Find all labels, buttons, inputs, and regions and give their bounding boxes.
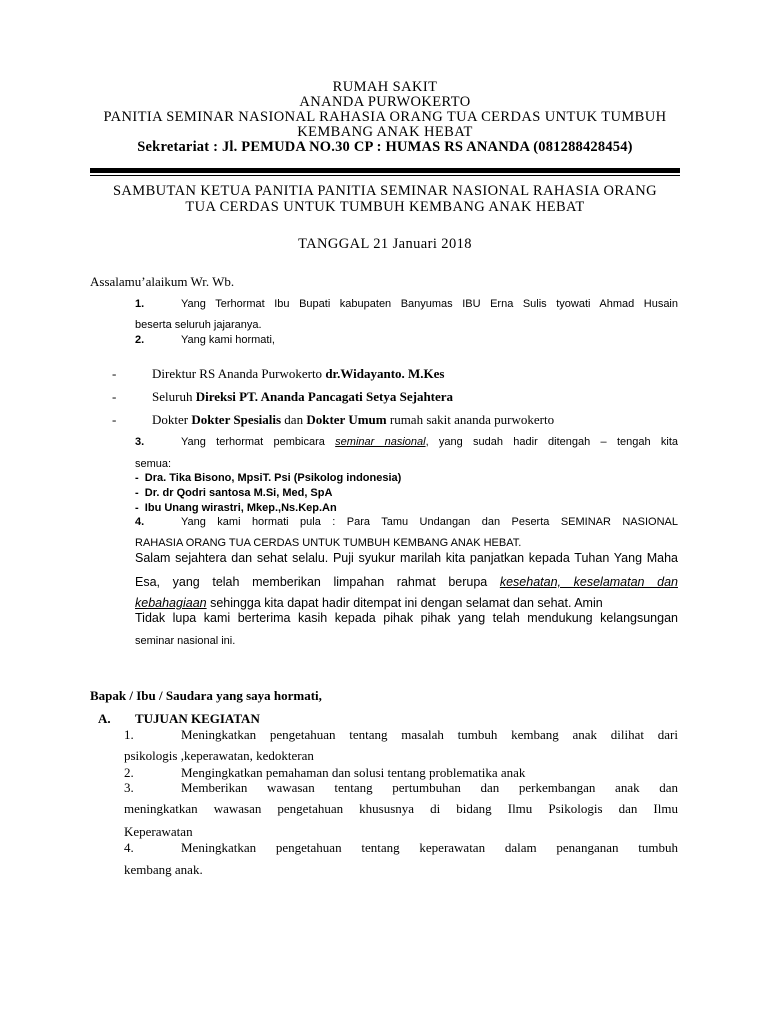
header-secretariat: Sekretariat : Jl. PEMUDA NO.30 CP : HUMAS RS ANANDA (081288428454) [137, 139, 633, 155]
section-letter: A. [98, 711, 111, 726]
paragraph-2-line-2: seminar nasional ini. [135, 635, 236, 647]
title-line-2: TUA CERDAS UNTUK TUMBUH KEMBANG ANAK HEBAT [185, 199, 585, 215]
objective-3-text-cont: meningkatkan wawasan pengetahuan khususnya di bidang Ilmu Psikologis dan Ilmu [124, 801, 678, 816]
honoree-doctors: Dokter Dokter Spesialis dan Dokter Umum rumah sakit ananda purwokerto [152, 412, 555, 427]
salutation: Bapak / Ibu / Saudara yang saya hormati, [90, 688, 322, 703]
objective-1-text: Meningkatkan pengetahuan tentang masalah tumbuh kembang anak dilihat dari [181, 727, 678, 742]
objective-3-text-end: Keperawatan [124, 824, 193, 839]
objective-4-text: Meningkatkan pengetahuan tentang keperawatan dalam penanganan tumbuh [181, 840, 678, 855]
objective-2-number: 2. [124, 765, 134, 780]
title-date: TANGGAL 21 Januari 2018 [298, 236, 472, 252]
speaker-1: - Dra. Tika Bisono, MpsiT. Psi (Psikolog indonesia) [135, 472, 402, 484]
objective-2-text: Mengingkatkan pemahaman dan solusi tentang problematika anak [181, 765, 526, 780]
objective-1-text-cont: psikologis ,keperawatan, kedokteran [124, 748, 314, 763]
header-line-3: PANITIA SEMINAR NASIONAL RAHASIA ORANG TUA CERDAS UNTUK TUMBUH [103, 109, 667, 125]
header-line-4: KEMBANG ANAK HEBAT [297, 124, 473, 140]
honoree-board: Seluruh Direksi PT. Ananda Pancagati Setya Sejahtera [152, 389, 454, 404]
title-line-1: SAMBUTAN KETUA PANITIA PANITIA SEMINAR NASIONAL RAHASIA ORANG [112, 183, 658, 199]
item-1-text-cont: beserta seluruh jajaranya. [135, 319, 262, 331]
objective-4-number: 4. [124, 840, 134, 855]
item-2-number: 2. [135, 334, 145, 346]
header-line-2: ANANDA PURWOKERTO [299, 94, 471, 110]
paragraph-1-line-1: Salam sejahtera dan sehat selalu. Puji syukur marilah kita panjatkan kepada Tuhan Yang Maha [135, 551, 678, 565]
item-3-text-cont: semua: [135, 458, 172, 470]
paragraph-1-line-3: kebahagiaan sehingga kita dapat hadir ditempat ini dengan selamat dan sehat. Amin [135, 596, 603, 610]
header-line-1: RUMAH SAKIT [332, 79, 438, 95]
paragraph-2-line-1: Tidak lupa kami berterima kasih kepada pihak pihak yang telah mendukung kelangsungan [135, 611, 678, 625]
speaker-3: - Ibu Unang wirastri, Mkep.,Ns.Kep.An [135, 502, 337, 514]
header-rule-thin [90, 175, 680, 176]
dash-bullet: - [112, 412, 117, 427]
item-1-text: Yang Terhormat Ibu Bupati kabupaten Banyumas IBU Erna Sulis tyowati Ahmad Husain [181, 298, 678, 310]
item-4-text: Yang kami hormati pula : Para Tamu Undangan dan Peserta SEMINAR NASIONAL [181, 516, 678, 528]
objective-3-number: 3. [124, 780, 134, 795]
item-3-text: Yang terhormat pembicara seminar nasional, yang sudah hadir ditengah – tengah kita [181, 436, 678, 448]
item-2-text: Yang kami hormati, [181, 334, 275, 346]
objective-1-number: 1. [124, 727, 134, 742]
section-heading: TUJUAN KEGIATAN [135, 711, 260, 726]
greeting: Assalamu’alaikum Wr. Wb. [90, 274, 235, 289]
paragraph-1-line-2: Esa, yang telah memberikan limpahan rahmat berupa kesehatan, keselamatan dan [135, 575, 678, 589]
objective-4-text-cont: kembang anak. [124, 862, 203, 877]
item-3-number: 3. [135, 436, 145, 448]
objective-3-text: Memberikan wawasan tentang pertumbuhan dan perkembangan anak dan [181, 780, 678, 795]
item-1-number: 1. [135, 298, 145, 310]
speaker-2: - Dr. dr Qodri santosa M.Si, Med, SpA [135, 487, 333, 499]
item-4-number: 4. [135, 516, 145, 528]
dash-bullet: - [112, 366, 117, 381]
honoree-director: Direktur RS Ananda Purwokerto dr.Widayanto. M.Kes [152, 366, 445, 381]
item-4-text-cont: RAHASIA ORANG TUA CERDAS UNTUK TUMBUH KEMBANG ANAK HEBAT. [135, 537, 522, 549]
header-rule-thick [90, 168, 680, 173]
dash-bullet: - [112, 389, 117, 404]
